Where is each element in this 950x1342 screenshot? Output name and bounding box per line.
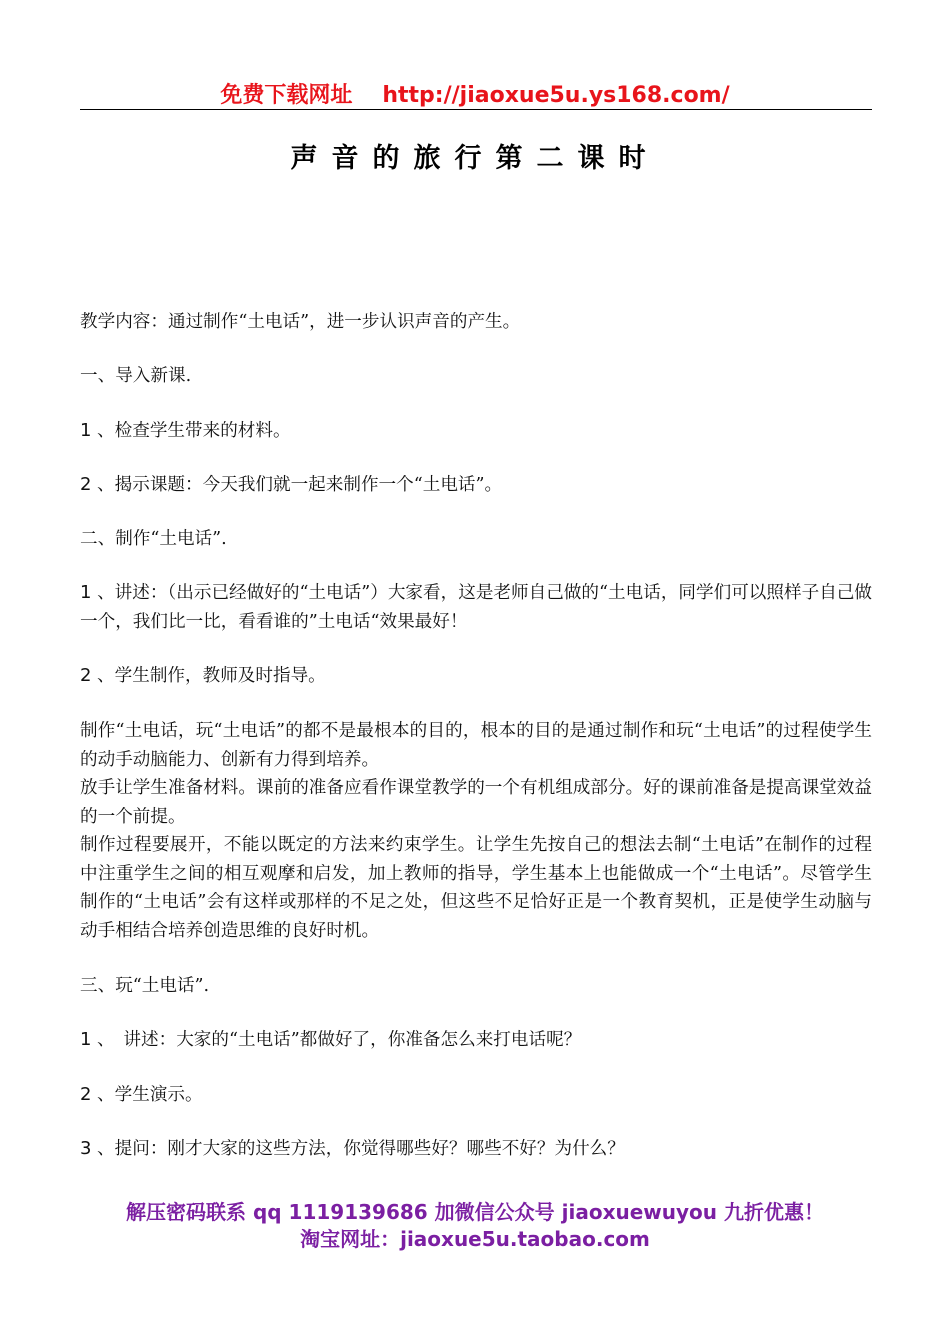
section-2-item-1 [80, 579, 872, 636]
item-number: 2 [80, 665, 92, 686]
section-2-item-2 [80, 662, 872, 691]
section-3-item-1 [80, 1026, 872, 1055]
item-text: 、 讲述：大家的“土电话”都做好了，你准备怎么来打电话呢？ [97, 1030, 582, 1050]
download-url[interactable]: http://jiaoxue5u.ys168.com/ [382, 83, 730, 108]
commentary-block [80, 717, 872, 945]
item-number: 2 [80, 1084, 92, 1105]
section-2-heading [80, 525, 872, 554]
document-title: 声音的旅行第二课时 [290, 143, 660, 174]
download-header[interactable] [0, 78, 950, 109]
item-number: 3 [80, 1138, 92, 1159]
intro-text: 教学内容：通过制作“土电话”，进一步认识声音的产生。 [80, 312, 521, 332]
item-text: 、提问：刚才大家的这些方法，你觉得哪些好？哪些不好？为什么？ [97, 1139, 625, 1159]
section-2-heading-text: 二、制作“土电话”. [80, 529, 227, 549]
commentary-paragraph-2: 放手让学生准备材料。课前的准备应看作课堂教学的一个有机组成部分。好的课前准备是提高课堂效益的一个前提。 [80, 778, 872, 827]
section-3-item-3 [80, 1135, 872, 1164]
section-3-heading [80, 972, 872, 1001]
item-text: 、学生演示。 [97, 1085, 203, 1105]
section-1-heading [80, 362, 872, 391]
section-1-item-1 [80, 417, 872, 446]
section-1-item-2 [80, 471, 872, 500]
item-number: 1 [80, 582, 92, 603]
item-text: 、讲述：（出示已经做好的“土电话”）大家看，这是老师自己做的“土电话，同学们可以照样子自己做一个，我们比一比，看看谁的”土电话“效果最好！ [80, 583, 872, 632]
commentary-paragraph-1: 制作“土电话，玩“土电话”的都不是最根本的目的，根本的目的是通过制作和玩“土电话”的过程使学生的动手动脑能力、创新有力得到培养。 [80, 721, 872, 770]
section-3-heading-text: 三、玩“土电话”. [80, 976, 210, 996]
item-text: 、检查学生带来的材料。 [97, 421, 291, 441]
item-number: 1 [80, 420, 92, 441]
item-number: 1 [80, 1029, 92, 1050]
item-text: 、揭示课题：今天我们就一起来制作一个“土电话”。 [97, 475, 503, 495]
header-divider [80, 109, 872, 110]
footer-contact-line: 解压密码联系 qq 1119139686 加微信公众号 jiaoxuewuyou 九折优惠！ [126, 1200, 824, 1224]
item-text: 、学生制作，教师及时指导。 [97, 666, 326, 686]
section-3-item-2 [80, 1081, 872, 1110]
commentary-paragraph-3: 制作过程要展开，不能以既定的方法来约束学生。让学生先按自己的想法去制“土电话”在制作的过程中注重学生之间的相互观摩和启发，加上教师的指导，学生基本上也能做成一个“土电话”。尽管学生制作的“土电话”会有这样或那样的不足之处，但这些不足恰好正是一个教育契机，正是使学生动脑与动手相结合培养创造思维的良好时机。 [80, 835, 872, 941]
item-number: 2 [80, 474, 92, 495]
download-label: 免费下载网址 [220, 83, 353, 108]
footer-shop-link[interactable]: 淘宝网址：jiaoxue5u.taobao.com [300, 1227, 650, 1251]
intro-paragraph [80, 308, 872, 337]
section-1-heading-text: 一、导入新课. [80, 366, 192, 386]
